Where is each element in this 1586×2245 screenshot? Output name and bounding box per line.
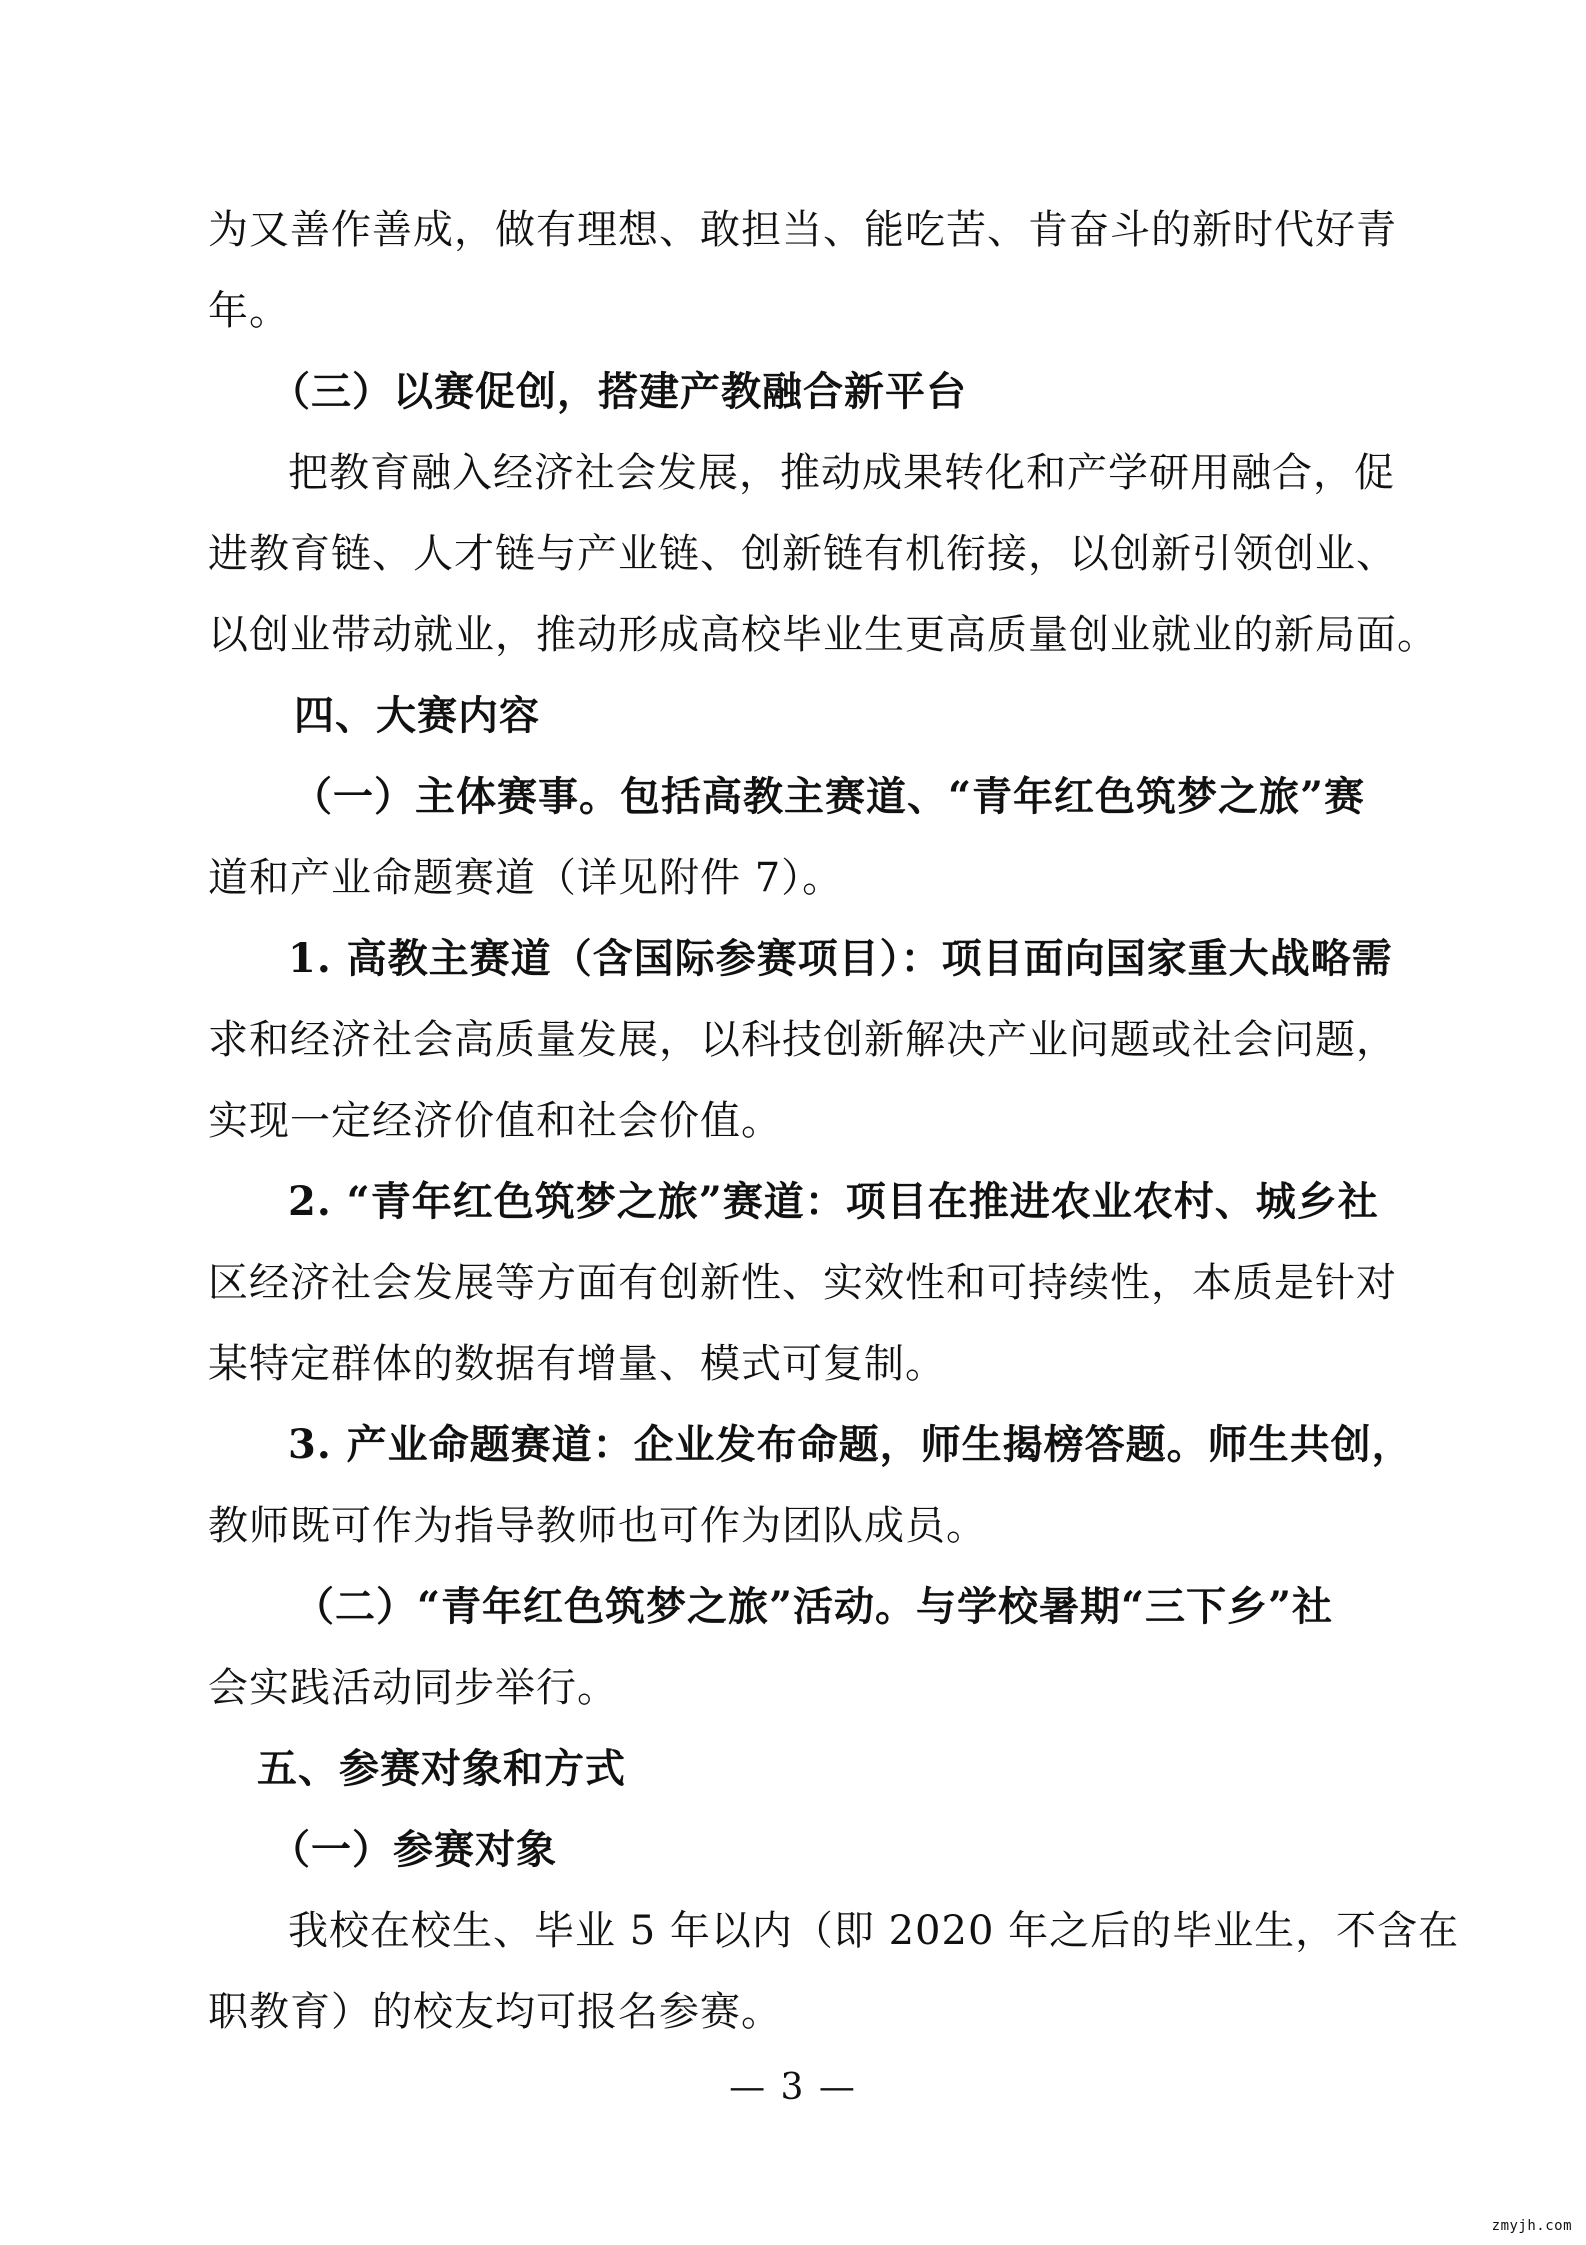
paragraph-line-14: 区经济社会发展等方面有创新性、实效性和可持续性，本质是针对 [208,1260,1397,1306]
paragraph-line-12: 实现一定经济价值和社会价值。 [208,1098,782,1144]
section-heading-5: 五、参赛对象和方式 [257,1746,626,1792]
page-number: — 3 — [729,2067,857,2108]
paragraph-line-6: 以创业带动就业，推动形成高校毕业生更高质量创业就业的新局面。 [208,612,1438,658]
paragraph-line-1: 为又善作善成，做有理想、敢担当、能吃苦、肯奋斗的新时代好青 [208,207,1397,253]
paragraph-line-16: 3. 产业命题赛道：企业发布命题，师生揭榜答题。师生共创， [288,1421,1413,1468]
section-heading-4: 四、大赛内容 [294,693,540,739]
paragraph-line-9: 道和产业命题赛道（详见附件 7）。 [208,855,844,901]
paragraph-line-10: 1. 高教主赛道（含国际参赛项目）：项目面向国家重大战略需 [288,935,1393,982]
paragraph-line-17: 教师既可作为指导教师也可作为团队成员。 [208,1503,987,1549]
paragraph-line-22: 我校在校生、毕业 5 年以内（即 2020 年之后的毕业生，不含在 [288,1908,1460,1954]
paragraph-line-5: 进教育链、人才链与产业链、创新链有机衔接，以创新引领创业、 [208,531,1397,577]
section-subheading-5-1: （一）参赛对象 [270,1826,557,1873]
paragraph-line-11: 求和经济社会高质量发展，以科技创新解决产业问题或社会问题， [208,1017,1397,1063]
watermark-text: zmyjh.com [1491,2218,1572,2234]
paragraph-line-18: （二）“青年红色筑梦之旅”活动。与学校暑期“三下乡”社 [294,1583,1334,1630]
paragraph-line-8: （一）主体赛事。包括高教主赛道、“青年红色筑梦之旅”赛 [292,773,1366,820]
paragraph-line-13: 2. “青年红色筑梦之旅”赛道：项目在推进农业农村、城乡社 [288,1178,1379,1225]
paragraph-line-19: 会实践活动同步举行。 [208,1665,618,1711]
paragraph-line-15: 某特定群体的数据有增量、模式可复制。 [208,1341,946,1387]
paragraph-line-23: 职教育）的校友均可报名参赛。 [208,1989,782,2035]
paragraph-line-2: 年。 [208,288,290,334]
section-subheading-3: （三）以赛促创，搭建产教融合新平台 [270,368,967,415]
paragraph-line-4: 把教育融入经济社会发展，推动成果转化和产学研用融合，促 [288,450,1395,496]
